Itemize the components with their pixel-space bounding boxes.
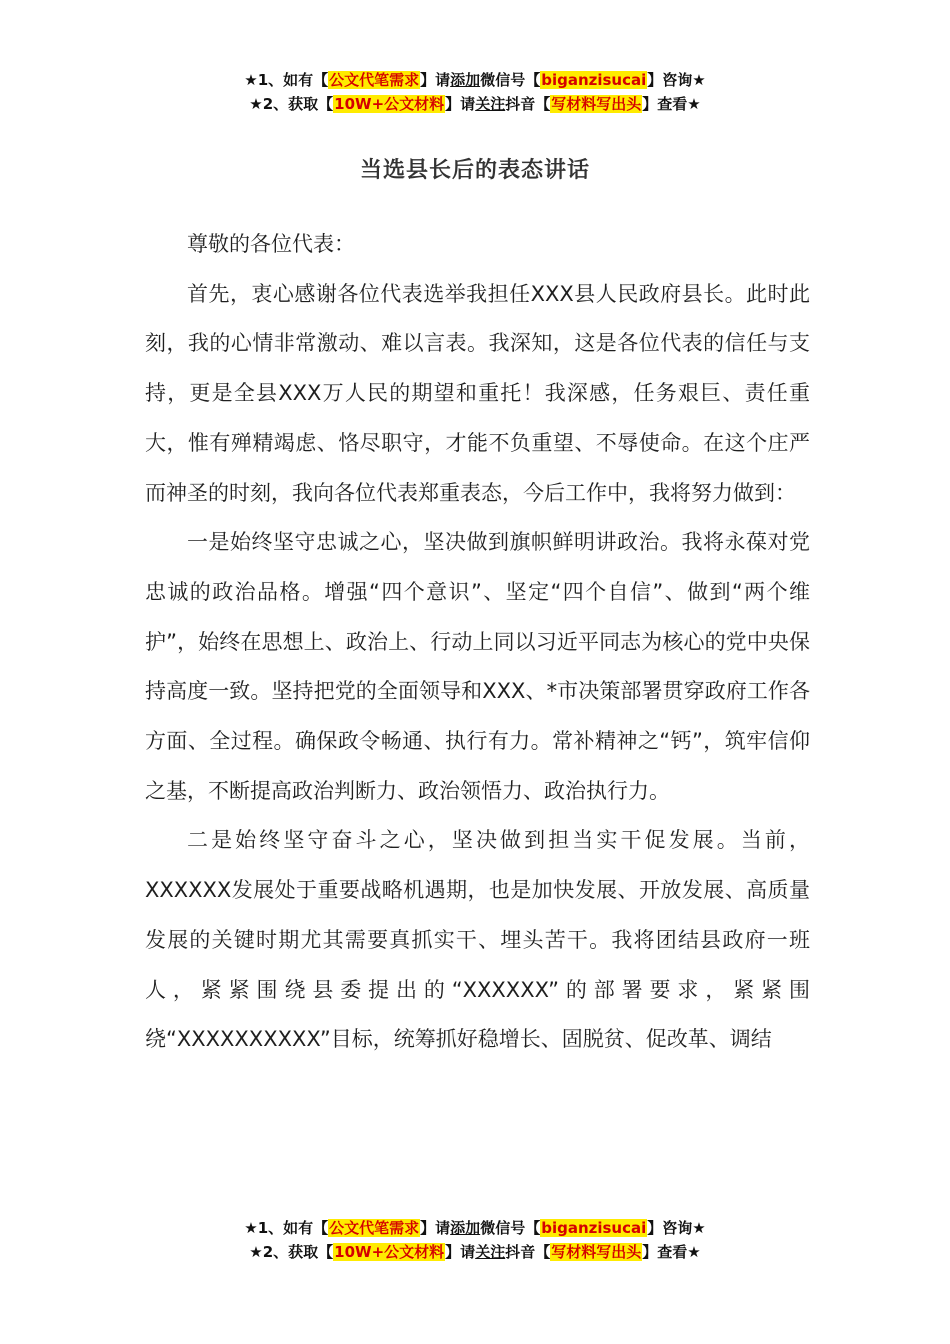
banner-text: 】咨询 (647, 1219, 693, 1237)
footer-banner (0, 1216, 950, 1264)
banner-line-2 (0, 1240, 950, 1264)
salutation: 尊敬的各位代表： (187, 232, 355, 256)
banner-text: 】查看 (642, 95, 688, 113)
star-icon: ★ (687, 1243, 701, 1261)
banner-text: 】咨询 (647, 71, 693, 89)
banner-text: 】请 (445, 95, 476, 113)
star-icon: ★ (249, 1243, 263, 1261)
highlight-douyin-account: 写材料写出头 (551, 95, 642, 113)
paragraph-point-two: 二是始终坚守奋斗之心，坚决做到担当实干促发展。当前，XXXXXX发展处于重要战略机遇期，也是加快发展、开放发展、高质量发展的关键时期尤其需要真抓实干、埋头苦干。我将团结县政府一班人，紧紧围绕县委提出的“XXXXXX”的部署要求，紧紧围绕“XXXXXXXXXX”目标，统筹抓好稳增长、固脱贫、促改革、调结 (145, 828, 810, 1052)
banner-text: 】请 (420, 1219, 451, 1237)
highlight-service: 公文代笔需求 (329, 71, 420, 89)
banner-text: 抖音【 (505, 1243, 551, 1261)
banner-text: 1、如有【 (257, 1219, 329, 1237)
banner-text: 微信号【 (480, 71, 541, 89)
highlight-materials: 10W+公文材料 (334, 95, 445, 113)
highlight-service: 公文代笔需求 (329, 1219, 420, 1237)
banner-text: 抖音【 (505, 95, 551, 113)
banner-text: 1、如有【 (257, 71, 329, 89)
banner-line-1 (0, 1216, 950, 1240)
banner-text: 2、获取【 (262, 95, 334, 113)
highlight-wechat-id: biganzisucai (541, 1219, 647, 1237)
banner-text: 】请 (420, 71, 451, 89)
banner-emphasis: 关注 (475, 1243, 506, 1261)
banner-line-1 (0, 68, 950, 92)
highlight-materials: 10W+公文材料 (334, 1243, 445, 1261)
paragraph-opening: 首先，衷心感谢各位代表选举我担任XXX县人民政府县长。此时此刻，我的心情非常激动、难以言表。我深知，这是各位代表的信任与支持，更是全县XXX万人民的期望和重托！我深感，任务艰巨、责任重大，惟有殚精竭虑、恪尽职守，才能不负重望、不辱使命。在这个庄严而神圣的时刻，我向各位代表郑重表态，今后工作中，我将努力做到： (145, 281, 810, 505)
star-icon: ★ (687, 95, 701, 113)
banner-text: 】请 (445, 1243, 476, 1261)
star-icon: ★ (244, 71, 258, 89)
banner-emphasis: 关注 (475, 95, 506, 113)
header-banner (0, 68, 950, 116)
highlight-douyin-account: 写材料写出头 (551, 1243, 642, 1261)
document-body (145, 220, 810, 1065)
star-icon: ★ (692, 71, 706, 89)
banner-emphasis: 添加 (450, 1219, 481, 1237)
paragraph-point-one: 一是始终坚守忠诚之心，坚决做到旗帜鲜明讲政治。我将永葆对党忠诚的政治品格。增强“四个意识”、坚定“四个自信”、做到“两个维护”，始终在思想上、政治上、行动上同以习近平同志为核心的党中央保持高度一致。坚持把党的全面领导和XXX、*市决策部署贯穿政府工作各方面、全过程。确保政令畅通、执行有力。常补精神之“钙”，筑牢信仰之基，不断提高政治判断力、政治领悟力、政治执行力。 (145, 530, 810, 803)
banner-text: 2、获取【 (262, 1243, 334, 1261)
banner-line-2 (0, 92, 950, 116)
document-title: 当选县长后的表态讲话 (359, 158, 590, 183)
star-icon: ★ (249, 95, 263, 113)
banner-emphasis: 添加 (450, 71, 481, 89)
highlight-wechat-id: biganzisucai (541, 71, 647, 89)
banner-text: 】查看 (642, 1243, 688, 1261)
star-icon: ★ (244, 1219, 258, 1237)
star-icon: ★ (692, 1219, 706, 1237)
banner-text: 微信号【 (480, 1219, 541, 1237)
